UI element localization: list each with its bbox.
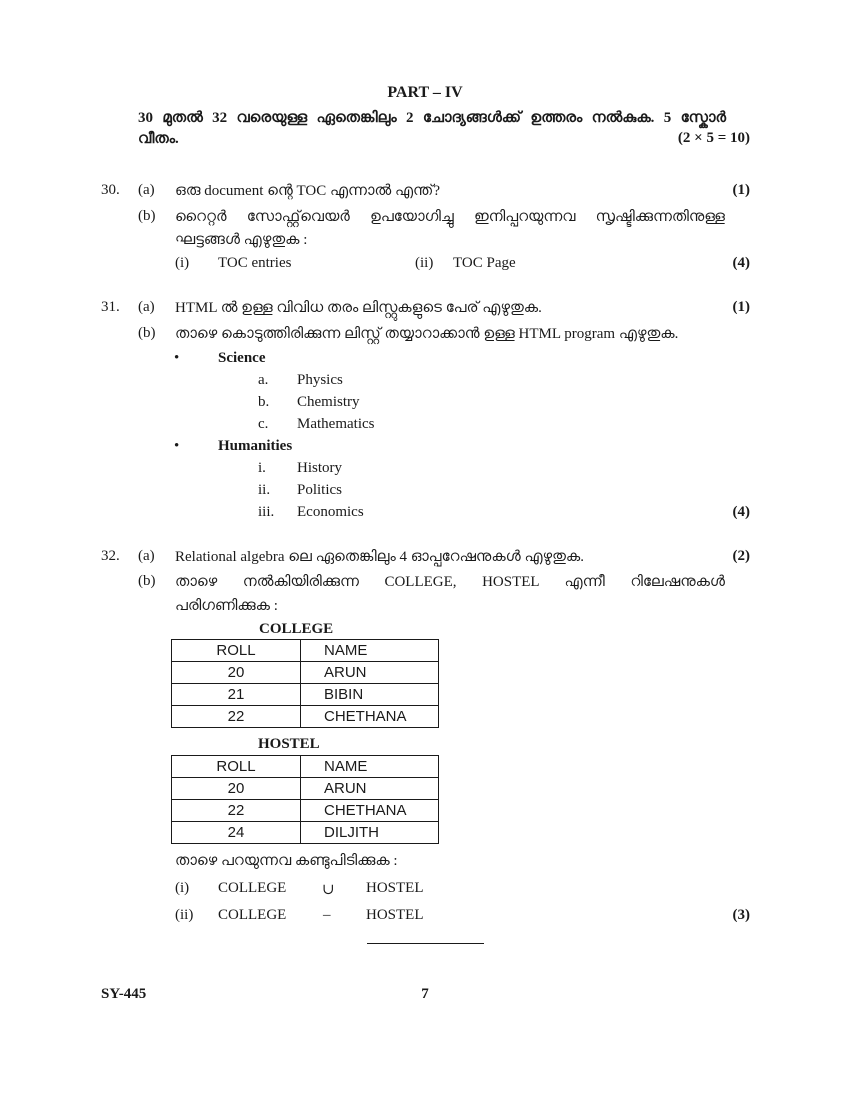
list-item: Physics <box>297 372 343 388</box>
list-heading-humanities: Humanities <box>218 438 293 454</box>
instructions-line1: 30 മുതൽ 32 വരെയുള്ള ഏതെങ്കിലും 2 ചോദ്യങ്ങൾക്ക് ഉത്തരം നൽകുക. 5 സ്കോർ <box>138 110 726 126</box>
list-bullet: • <box>174 350 180 366</box>
q32b-text-line2: പരിഗണിക്കുക : <box>175 598 278 614</box>
q32a-label: (a) <box>138 548 155 564</box>
question-30-number: 30. <box>101 182 120 198</box>
table-row <box>172 684 439 706</box>
page-number: 7 <box>421 986 429 1002</box>
header-roll: ROLL <box>172 756 301 778</box>
table-row <box>172 662 439 684</box>
cell-name: CHETHANA <box>301 800 439 822</box>
list-item-marker: i. <box>258 460 266 476</box>
q32b-text-line1: താഴെ നൽകിയിരിക്കുന്ന COLLEGE, HOSTEL എന്നീ റിലേഷനുകൾ <box>175 574 725 590</box>
question-32-number: 32. <box>101 548 120 564</box>
table-row <box>172 778 439 800</box>
q32a-text: Relational algebra ലെ ഏതെങ്കിലും 4 ഓപ്പറേഷനുകൾ എഴുതുക. <box>175 549 584 565</box>
op-label: (ii) <box>175 907 194 923</box>
question-31-number: 31. <box>101 299 120 315</box>
op-left-relation: COLLEGE <box>218 907 287 923</box>
difference-symbol: – <box>323 907 331 923</box>
q30b-i-text: TOC entries <box>218 255 292 271</box>
list-item-marker: b. <box>258 394 270 410</box>
list-item-marker: iii. <box>258 504 275 520</box>
list-heading-science: Science <box>218 350 266 366</box>
cell-roll: 20 <box>172 662 301 684</box>
q30b-text-line2: ഘട്ടങ്ങൾ എഴുതുക : <box>175 232 308 248</box>
op-right-relation: HOSTEL <box>366 880 424 896</box>
table-row <box>172 706 439 728</box>
q30b-text-line1: റൈറ്റർ സോഫ്റ്റ്‌വെയർ ഉപയോഗിച്ചു ഇനിപ്പറയുന്നവ സൃഷ്ടിക്കുന്നതിനുള്ള <box>175 209 725 225</box>
union-symbol: ∪ <box>322 882 335 898</box>
part-title: PART – IV <box>387 84 463 101</box>
list-bullet: • <box>174 438 180 454</box>
list-item-marker: a. <box>258 372 269 388</box>
cell-roll: 21 <box>172 684 301 706</box>
q30b-i-label: (i) <box>175 255 190 271</box>
cell-name: ARUN <box>301 778 439 800</box>
header-name: NAME <box>301 640 439 662</box>
list-item: Mathematics <box>297 416 375 432</box>
instructions-line2: വീതം. <box>138 131 179 147</box>
cell-roll: 24 <box>172 822 301 844</box>
cell-name: ARUN <box>301 662 439 684</box>
cell-name: DILJITH <box>301 822 439 844</box>
q30a-label: (a) <box>138 182 155 198</box>
cell-name: CHETHANA <box>301 706 439 728</box>
q30b-ii-label: (ii) <box>415 255 434 271</box>
q31a-marks: (1) <box>732 299 750 315</box>
list-item-marker: c. <box>258 416 269 432</box>
q30a-text: ഒരു document ന്റെ TOC എന്നാൽ എന്ത്? <box>175 183 441 199</box>
q32b-find-instruction: താഴെ പറയുന്നവ കണ്ടുപിടിക്കുക : <box>175 853 398 869</box>
list-item: History <box>297 460 342 476</box>
list-item-marker: ii. <box>258 482 271 498</box>
q31b-label: (b) <box>138 325 156 341</box>
table-header-row <box>172 756 439 778</box>
op-left-relation: COLLEGE <box>218 880 287 896</box>
list-item: Chemistry <box>297 394 360 410</box>
list-item: Politics <box>297 482 343 498</box>
cell-roll: 22 <box>172 706 301 728</box>
hostel-table <box>171 755 439 844</box>
q31a-label: (a) <box>138 299 155 315</box>
table-header-row <box>172 640 439 662</box>
list-item: Economics <box>297 504 364 520</box>
op-right-relation: HOSTEL <box>366 907 424 923</box>
q30b-label: (b) <box>138 208 156 224</box>
table-row <box>172 822 439 844</box>
college-table <box>171 639 439 728</box>
q32b-marks: (3) <box>732 907 750 923</box>
q32a-marks: (2) <box>732 548 750 564</box>
op-label: (i) <box>175 880 190 896</box>
q30b-ii-text: TOC Page <box>453 255 516 271</box>
college-table-caption: COLLEGE <box>259 621 334 637</box>
q30a-marks: (1) <box>732 182 750 198</box>
q31b-marks: (4) <box>732 504 750 520</box>
end-rule <box>367 943 484 944</box>
q32b-label: (b) <box>138 573 156 589</box>
scoring-scheme: (2 × 5 = 10) <box>677 130 750 146</box>
q31b-text: താഴെ കൊടുത്തിരിക്കുന്ന ലിസ്റ്റ് തയ്യാറാക്കാൻ ഉള്ള HTML program എഴുതുക. <box>175 326 679 342</box>
header-name: NAME <box>301 756 439 778</box>
q30b-marks: (4) <box>732 255 750 271</box>
q31a-text: HTML ൽ ഉള്ള വിവിധ തരം ലിസ്റ്റുകളുടെ പേര് എഴുതുക. <box>175 300 542 316</box>
paper-code: SY-445 <box>101 986 147 1002</box>
hostel-table-caption: HOSTEL <box>258 736 320 752</box>
cell-name: BIBIN <box>301 684 439 706</box>
header-roll: ROLL <box>172 640 301 662</box>
cell-roll: 22 <box>172 800 301 822</box>
cell-roll: 20 <box>172 778 301 800</box>
table-row <box>172 800 439 822</box>
